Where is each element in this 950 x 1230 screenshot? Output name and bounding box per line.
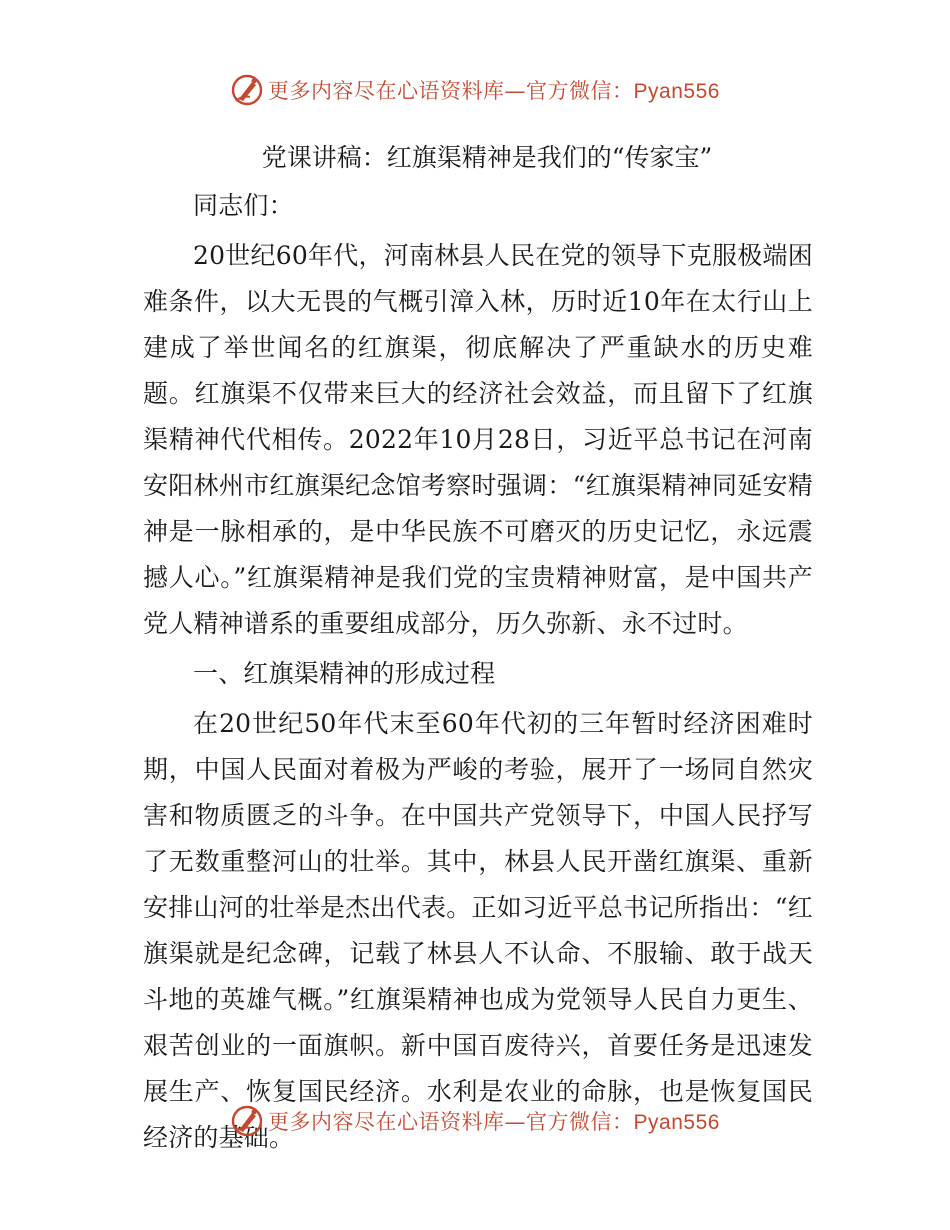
- footer-banner-text: 更多内容尽在心语资料库—官方微信：Pyan556: [268, 1110, 720, 1134]
- wechat-id: Pyan556: [633, 1111, 720, 1134]
- section-heading: 一、红旗渠精神的形成过程: [193, 659, 496, 688]
- header-banner: [0, 70, 950, 110]
- document-body: [143, 133, 813, 1161]
- document-title: 党课讲稿：红旗渠精神是我们的“传家宝”: [261, 143, 713, 172]
- header-banner-text: 更多内容尽在心语资料库—官方微信：Pyan556: [268, 79, 720, 103]
- seal-logo-icon: [230, 1104, 264, 1138]
- footer-banner: [0, 1101, 950, 1141]
- salutation: 同志们：: [193, 191, 294, 220]
- paragraph-intro: 20世纪60年代，河南林县人民在党的领导下克服极端困难条件，以大无畏的气概引漳入林，历时近10年在太行山上建成了举世闻名的红旗渠，彻底解决了严重缺水的历史难题。红旗渠不仅带来巨大的经济社会效益，而且留下了红旗渠精神代代相传。2022年10月28日，习近平总书记在河南安阳林州市红旗渠纪念馆考察时强调：“红旗渠精神同延安精神是一脉相承的，是中华民族不可磨灭的历史记忆，永远震撼人心。”红旗渠精神是我们党的宝贵精神财富，是中国共产党人精神谱系的重要组成部分，历久弥新、永不过时。: [143, 241, 813, 638]
- wechat-id: Pyan556: [633, 80, 720, 103]
- seal-logo-icon: [230, 73, 264, 107]
- paragraph-formation: 在20世纪50年代末至60年代初的三年暂时经济困难时期，中国人民面对着极为严峻的考验，展开了一场同自然灾害和物质匮乏的斗争。在中国共产党领导下，中国人民抒写了无数重整河山的壮举。其中，林县人民开凿红旗渠、重新安排山河的壮举是杰出代表。正如习近平总书记所指出：“红旗渠就是纪念碑，记载了林县人不认命、不服输、敢于战天斗地的英雄气概。”红旗渠精神也成为党领导人民自力更生、艰苦创业的一面旗帜。新中国百废待兴，首要任务是迅速发展生产、恢复国民经济。水利是农业的命脉，也是恢复国民经济的基础。: [143, 709, 813, 1152]
